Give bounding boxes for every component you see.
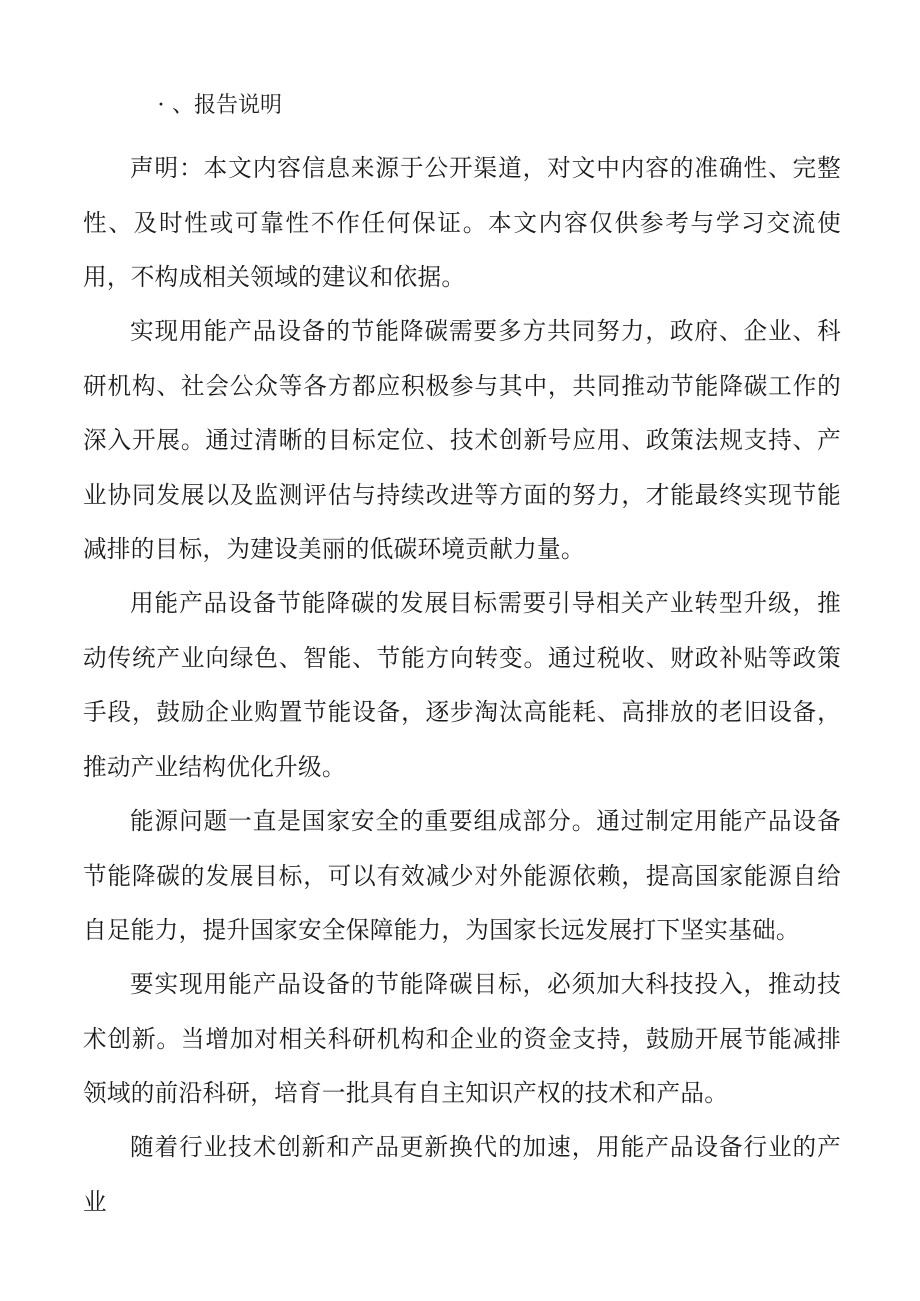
paragraph-3: 能源问题一直是国家安全的重要组成部分。通过制定用能产品设备节能降碳的发展目标，可以有效减少对外能源依赖，提高国家能源自给自足能力，提升国家安全保障能力，为国家长远发展打下坚实基础。: [83, 807, 841, 944]
bullet-icon: ·: [157, 93, 165, 118]
paragraph-1: 实现用能产品设备的节能降碳需要多方共同努力，政府、企业、科研机构、社会公众等各方都应积极参与其中，共同推动节能降碳工作的深入开展。通过清晰的目标定位、技术创新号应用、政策法规支持、产业协同发展以及监测评估与持续改进等方面的努力，才能最终实现节能减排的目标，为建设美丽的低碳环境贡献力量。: [83, 317, 841, 563]
section-heading: [150, 88, 282, 124]
paragraph-5: 随着行业技术创新和产品更新换代的加速，用能产品设备行业的产业: [83, 1133, 841, 1216]
paragraph-2: 用能产品设备节能降碳的发展目标需要引导相关产业转型升级，推动传统产业向绿色、智能、节能方向转变。通过税收、财政补贴等政策手段，鼓励企业购置节能设备，逐步淘汰高能耗、高排放的老旧设备，推动产业结构优化升级。: [83, 589, 841, 781]
paragraph-disclaimer: 声明：本文内容信息来源于公开渠道，对文中内容的准确性、完整性、及时性或可靠性不作任何保证。本文内容仅供参考与学习交流使用，不构成相关领域的建议和依据。: [83, 154, 841, 291]
section-title: 、报告说明: [172, 93, 283, 118]
paragraph-4: 要实现用能产品设备的节能降碳目标，必须加大科技投入，推动技术创新。当增加对相关科研机构和企业的资金支持，鼓励开展节能减排领域的前沿科研，培育一批具有自主知识产权的技术和产品。: [83, 970, 841, 1107]
